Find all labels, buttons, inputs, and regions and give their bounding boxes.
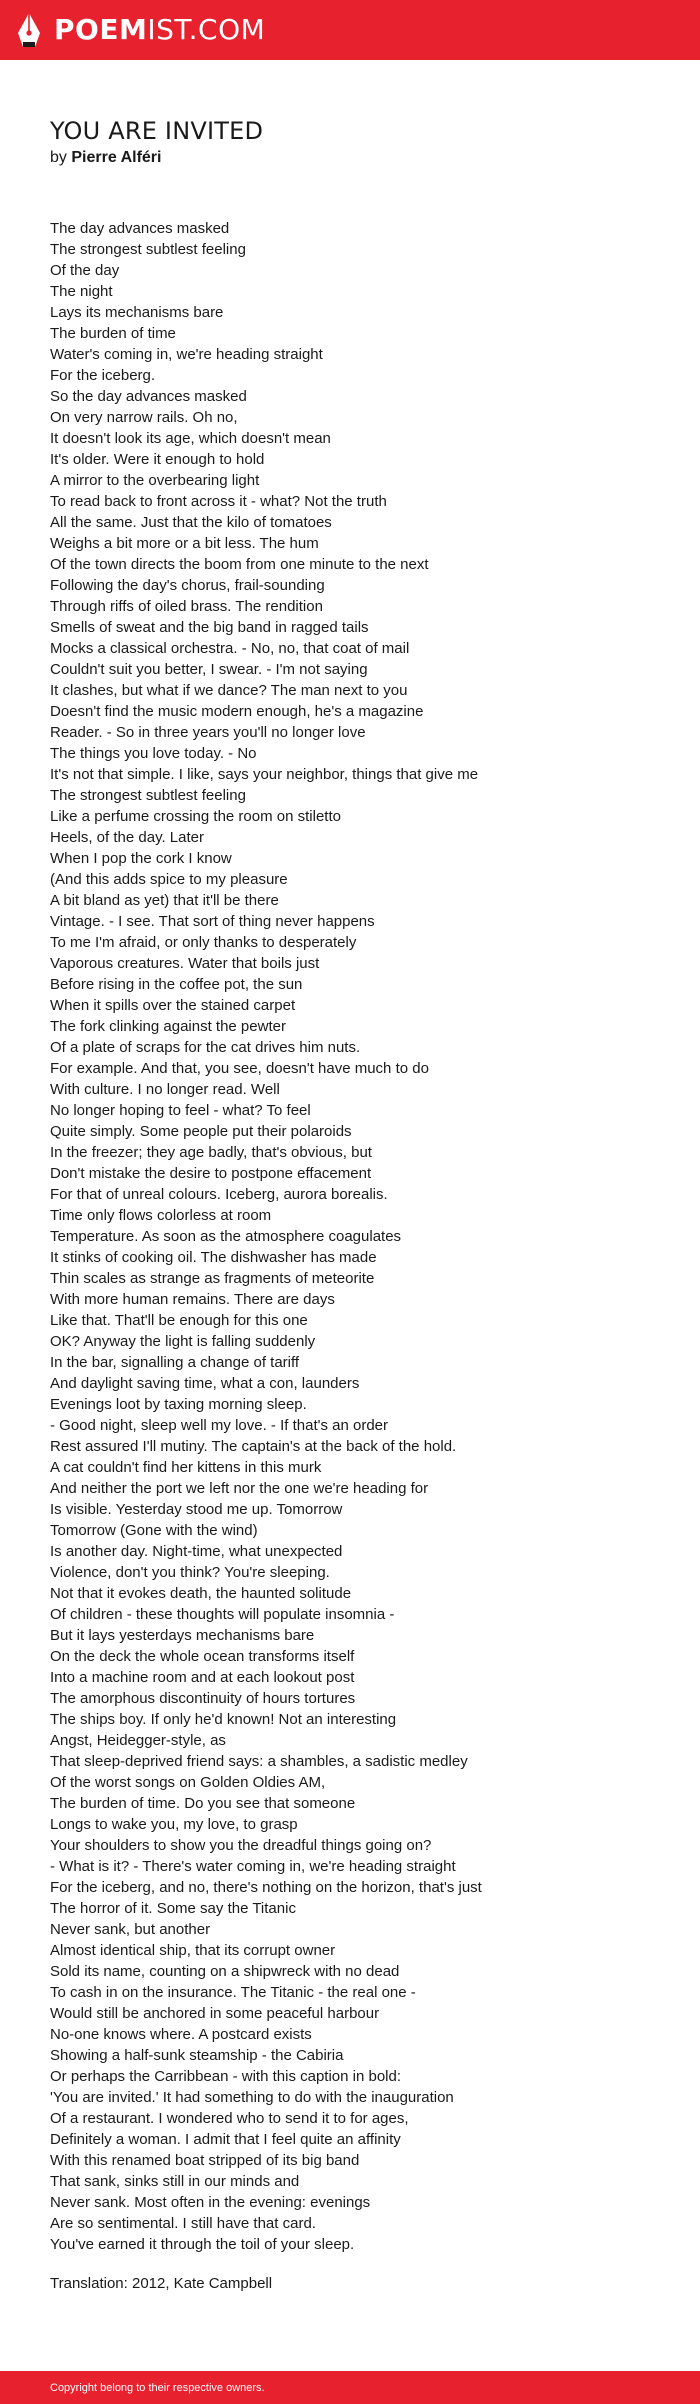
poem-line: Or perhaps the Carribbean - with this caption in bold: xyxy=(50,2068,402,2085)
poem-line: To me I'm afraid, or only thanks to desperately xyxy=(50,934,357,951)
poem-line: Lays its mechanisms bare xyxy=(50,304,224,321)
by-label: by xyxy=(50,149,67,166)
poem-line: OK? Anyway the light is falling suddenly xyxy=(50,1333,316,1350)
poem-line: Are so sentimental. I still have that card. xyxy=(50,2215,316,2232)
poem-line: The ships boy. If only he'd known! Not an interesting xyxy=(50,1711,397,1728)
poem-line: Like a perfume crossing the room on stiletto xyxy=(50,808,341,825)
poem-line: Following the day's chorus, frail-sounding xyxy=(50,577,325,594)
poem-line: A bit bland as yet) that it'll be there xyxy=(50,892,279,909)
poem-line: Sold its name, counting on a shipwreck with no dead xyxy=(50,1963,400,1980)
copyright-text: Copyright belong to their respective owners. xyxy=(50,2382,265,2394)
poem-line: Your shoulders to show you the dreadful things going on? xyxy=(50,1837,432,1854)
poem-line: So the day advances masked xyxy=(50,388,247,405)
poem-line: It clashes, but what if we dance? The man next to you xyxy=(50,682,408,699)
poem-line: Would still be anchored in some peaceful harbour xyxy=(50,2005,380,2022)
poem-line: Don't mistake the desire to postpone effacement xyxy=(50,1165,372,1182)
poem-line: Rest assured I'll mutiny. The captain's at the back of the hold. xyxy=(50,1438,457,1455)
author-name: Pierre Alféri xyxy=(71,149,162,166)
poem-line: Evenings loot by taxing morning sleep. xyxy=(50,1396,307,1413)
poem-line: Is another day. Night-time, what unexpected xyxy=(50,1543,343,1560)
poem-line: Definitely a woman. I admit that I feel quite an affinity xyxy=(50,2131,401,2148)
logo-text-bold: POEM xyxy=(54,13,148,46)
poem-line: Almost identical ship, that its corrupt owner xyxy=(50,1942,336,1959)
poem-line: With culture. I no longer read. Well xyxy=(50,1081,280,1098)
poem-line: That sleep-deprived friend says: a shambles, a sadistic medley xyxy=(50,1753,468,1770)
poem-line: Through riffs of oiled brass. The rendition xyxy=(50,598,323,615)
poem-line: No longer hoping to feel - what? To feel xyxy=(50,1102,311,1119)
poem-line: Showing a half-sunk steamship - the Cabiria xyxy=(50,2047,344,2064)
poem-line: The burden of time xyxy=(50,325,176,342)
poem-line: Thin scales as strange as fragments of meteorite xyxy=(50,1270,375,1287)
poem-line: Quite simply. Some people put their polaroids xyxy=(50,1123,352,1140)
poem-line: It doesn't look its age, which doesn't mean xyxy=(50,430,331,447)
poem-line: Of the day xyxy=(50,262,120,279)
byline xyxy=(50,148,161,168)
poem-line: The things you love today. - No xyxy=(50,745,257,762)
poem-line: Mocks a classical orchestra. - No, no, that coat of mail xyxy=(50,640,410,657)
poem-line: It stinks of cooking oil. The dishwasher has made xyxy=(50,1249,377,1266)
poem-line: When I pop the cork I know xyxy=(50,850,232,867)
poem-line: Weighs a bit more or a bit less. The hum xyxy=(50,535,319,552)
poem-line: For the iceberg. xyxy=(50,367,156,384)
poem-line: The burden of time. Do you see that someone xyxy=(50,1795,356,1812)
poem-line: With more human remains. There are days xyxy=(50,1291,335,1308)
logo-text-light: IST.COM xyxy=(147,13,266,46)
poem-line: On the deck the whole ocean transforms itself xyxy=(50,1648,355,1665)
poem-line: To cash in on the insurance. The Titanic - the real one - xyxy=(50,1984,416,2001)
site-footer xyxy=(0,2371,700,2404)
poem-line: And daylight saving time, what a con, launders xyxy=(50,1375,360,1392)
site-logo[interactable] xyxy=(16,11,265,49)
poem-line: And neither the port we left nor the one we're heading for xyxy=(50,1480,429,1497)
poem-line: No-one knows where. A postcard exists xyxy=(50,2026,312,2043)
poem-line: Of the worst songs on Golden Oldies AM, xyxy=(50,1774,326,1791)
translation-credit: Translation: 2012, Kate Campbell xyxy=(50,2275,273,2292)
poem-line: That sank, sinks still in our minds and xyxy=(50,2173,300,2190)
poem-line: Reader. - So in three years you'll no longer love xyxy=(50,724,366,741)
poem-line: (And this adds spice to my pleasure xyxy=(50,871,288,888)
poem-line: A cat couldn't find her kittens in this murk xyxy=(50,1459,322,1476)
poem-line: Violence, don't you think? You're sleeping. xyxy=(50,1564,330,1581)
poem-line: In the freezer; they age badly, that's obvious, but xyxy=(50,1144,372,1161)
poem-line: - What is it? - There's water coming in, we're heading straight xyxy=(50,1858,456,1875)
logo-text xyxy=(54,11,265,49)
poem-line: To read back to front across it - what? Not the truth xyxy=(50,493,387,510)
poem-line: 'You are invited.' It had something to do with the inauguration xyxy=(50,2089,454,2106)
poem-line: For the iceberg, and no, there's nothing on the horizon, that's just xyxy=(50,1879,482,1896)
poem-line: It's older. Were it enough to hold xyxy=(50,451,265,468)
poem-line: Water's coming in, we're heading straight xyxy=(50,346,323,363)
poem-line: All the same. Just that the kilo of tomatoes xyxy=(50,514,332,531)
poem-line: Of a restaurant. I wondered who to send it to for ages, xyxy=(50,2110,409,2127)
pen-nib-icon xyxy=(16,11,42,49)
poem-line: Angst, Heidegger-style, as xyxy=(50,1732,226,1749)
poem-line: When it spills over the stained carpet xyxy=(50,997,296,1014)
poem-line: It's not that simple. I like, says your neighbor, things that give me xyxy=(50,766,479,783)
poem-line: Smells of sweat and the big band in ragged tails xyxy=(50,619,369,636)
poem-line: The strongest subtlest feeling xyxy=(50,241,246,258)
poem-line: With this renamed boat stripped of its big band xyxy=(50,2152,360,2169)
poem-line: Into a machine room and at each lookout post xyxy=(50,1669,355,1686)
poem-line: Of the town directs the boom from one minute to the next xyxy=(50,556,429,573)
poem-line: The night xyxy=(50,283,113,300)
poem-line: The fork clinking against the pewter xyxy=(50,1018,286,1035)
poem-line: Time only flows colorless at room xyxy=(50,1207,272,1224)
poem-line: For example. And that, you see, doesn't have much to do xyxy=(50,1060,429,1077)
poem-line: Temperature. As soon as the atmosphere coagulates xyxy=(50,1228,402,1245)
poem-line: Heels, of the day. Later xyxy=(50,829,204,846)
poem-line: For that of unreal colours. Iceberg, aurora borealis. xyxy=(50,1186,388,1203)
poem-line: Doesn't find the music modern enough, he's a magazine xyxy=(50,703,424,720)
poem-line: The horror of it. Some say the Titanic xyxy=(50,1900,296,1917)
poem-line: Not that it evokes death, the haunted solitude xyxy=(50,1585,352,1602)
poem-line: Never sank. Most often in the evening: evenings xyxy=(50,2194,371,2211)
poem-line: The amorphous discontinuity of hours tortures xyxy=(50,1690,356,1707)
poem-line: But it lays yesterdays mechanisms bare xyxy=(50,1627,315,1644)
poem-line: Vaporous creatures. Water that boils just xyxy=(50,955,320,972)
poem-line: Is visible. Yesterday stood me up. Tomorrow xyxy=(50,1501,343,1518)
poem-line: Vintage. - I see. That sort of thing never happens xyxy=(50,913,375,930)
poem-body xyxy=(50,218,670,2255)
poem-line: Before rising in the coffee pot, the sun xyxy=(50,976,303,993)
poem-line: On very narrow rails. Oh no, xyxy=(50,409,238,426)
poem-line: Like that. That'll be enough for this one xyxy=(50,1312,308,1329)
poem-line: - Good night, sleep well my love. - If that's an order xyxy=(50,1417,389,1434)
poem-line: The day advances masked xyxy=(50,220,230,237)
poem-line: Of children - these thoughts will populate insomnia - xyxy=(50,1606,395,1623)
poem-line: Longs to wake you, my love, to grasp xyxy=(50,1816,298,1833)
poem-line: In the bar, signalling a change of tariff xyxy=(50,1354,300,1371)
poem-line: Couldn't suit you better, I swear. - I'm not saying xyxy=(50,661,368,678)
poem-line: Of a plate of scraps for the cat drives him nuts. xyxy=(50,1039,361,1056)
poem-title: YOU ARE INVITED xyxy=(50,117,264,145)
poem-line: Tomorrow (Gone with the wind) xyxy=(50,1522,258,1539)
poem-line: A mirror to the overbearing light xyxy=(50,472,260,489)
poem-line: You've earned it through the toil of your sleep. xyxy=(50,2236,355,2253)
site-header xyxy=(0,0,700,60)
poem-line: The strongest subtlest feeling xyxy=(50,787,246,804)
poem-line: Never sank, but another xyxy=(50,1921,211,1938)
